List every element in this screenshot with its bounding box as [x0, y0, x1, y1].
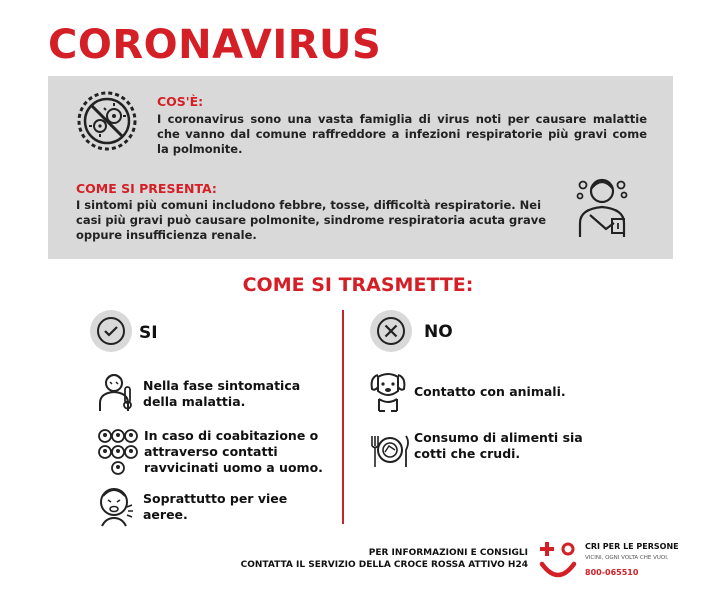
what-is-heading: COS'È:	[157, 94, 204, 109]
yes-badge	[90, 310, 132, 352]
footer-line-2: CONTATTA IL SERVIZIO DELLA CROCE ROSSA ATTIVO H24	[240, 560, 528, 570]
x-circle-icon	[370, 310, 412, 352]
no-badge	[370, 310, 412, 352]
symptoms-text: I sintomi più comuni includono febbre, tosse, difficoltà respiratorie. Nei casi più gravi può causare polmonite, sindrome respiratoria acuta grave oppure insufficienza renale.	[76, 198, 547, 242]
yes-item-airways: Soprattutto per viee aeree.	[143, 491, 288, 522]
red-cross-smile-logo-icon	[536, 540, 580, 584]
sick-person-thermometer-icon	[94, 369, 138, 413]
transmission-heading: COME SI TRASMETTE:	[242, 274, 474, 296]
symptoms-heading: COME SI PRESENTA:	[76, 181, 217, 196]
no-item-animals: Contatto con animali.	[414, 384, 566, 399]
page-title: CORONAVIRUS	[48, 22, 382, 68]
plate-cutlery-icon	[368, 428, 412, 472]
sneezing-person-icon	[94, 484, 138, 528]
yes-label: SI	[139, 323, 158, 343]
dog-icon	[366, 369, 410, 413]
no-label: NO	[424, 322, 453, 342]
org-name: CRI PER LE PERSONE	[585, 542, 679, 551]
column-divider	[342, 310, 344, 524]
people-group-icon	[96, 428, 140, 476]
footer-info	[241, 547, 528, 571]
yes-item-symptomatic: Nella fase sintomatica della malattia.	[143, 378, 301, 409]
check-circle-icon	[90, 310, 132, 352]
org-phone: 800-065510	[585, 568, 639, 577]
sick-person-icon	[566, 171, 638, 243]
org-tagline: VICINI, OGNI VOLTA CHE VUOI.	[585, 555, 669, 561]
no-item-food: Consumo di alimenti sia cotti che crudi.	[414, 430, 583, 461]
what-is-text: I coronavirus sono una vasta famiglia di virus noti per causare malattie che vanno dal comune raffreddore a infezioni respiratorie più gravi come la polmonite.	[157, 112, 647, 156]
no-virus-icon	[76, 90, 138, 152]
yes-item-cohabitation: In caso di coabitazione o attraverso contatti ravvicinati uomo a uomo.	[144, 428, 323, 475]
footer-line-1: PER INFORMAZIONI E CONSIGLI	[368, 548, 528, 558]
